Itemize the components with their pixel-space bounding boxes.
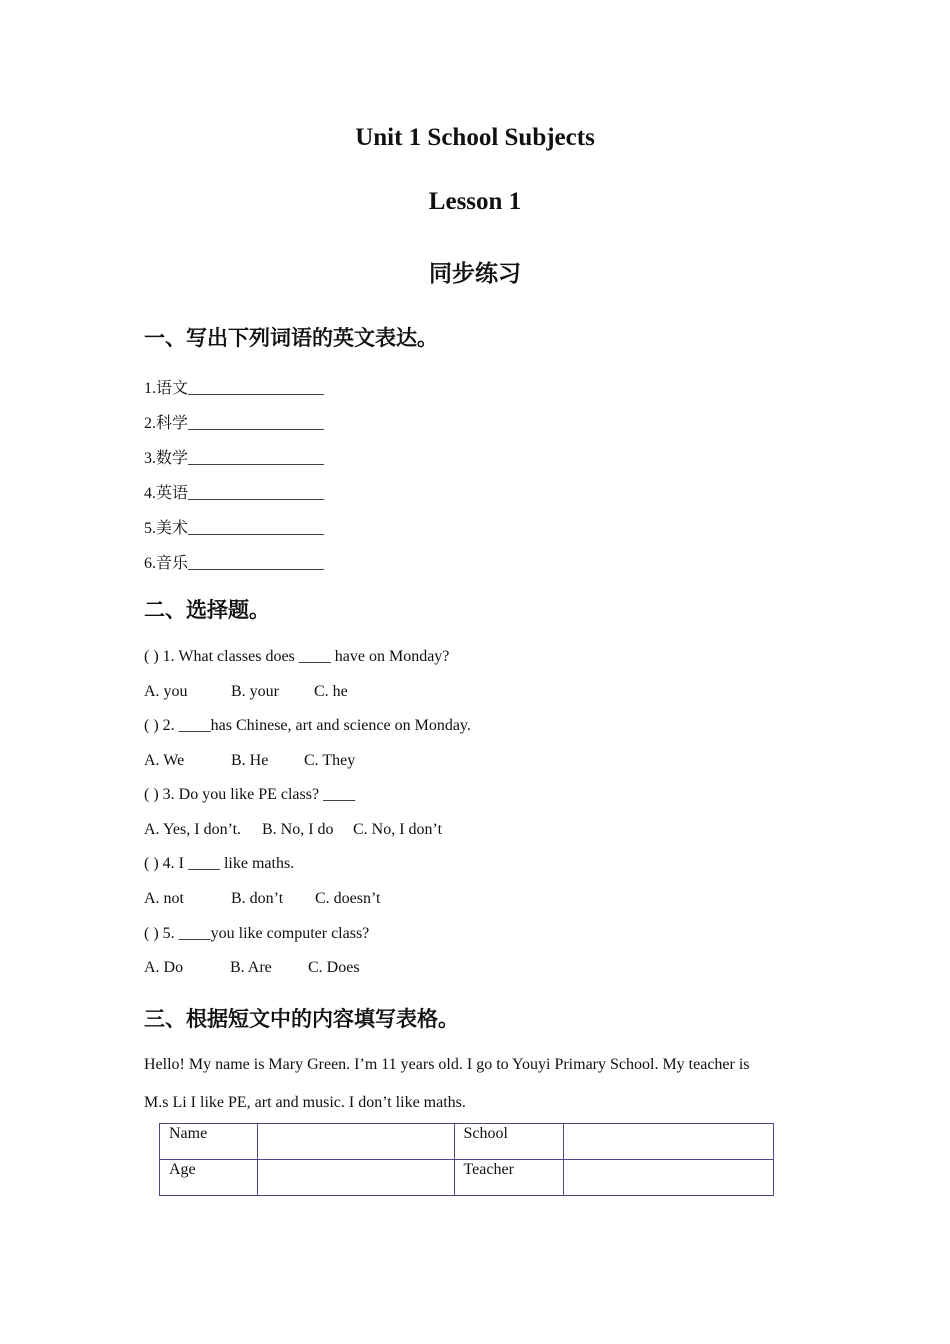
label-cell-age: Age: [160, 1160, 258, 1196]
option-a: A. We: [144, 752, 185, 769]
option-b: B. Are: [230, 959, 272, 976]
option-a: A. you: [144, 683, 188, 700]
vocab-item: 4.英语_________________: [144, 485, 325, 502]
label-cell-school: School: [454, 1124, 564, 1160]
answer-cell-age[interactable]: [257, 1160, 454, 1196]
option-b: B. He: [231, 752, 269, 769]
vocab-item: 6.音乐_________________: [144, 555, 325, 572]
option-c: C. doesn’t: [315, 890, 381, 907]
vocab-item: 2.科学_________________: [144, 415, 325, 432]
option-b: B. your: [231, 683, 279, 700]
vocab-item: 3.数学_________________: [144, 450, 325, 467]
section1-heading: 一、写出下列词语的英文表达。: [144, 326, 438, 350]
answer-cell-name[interactable]: [257, 1124, 454, 1160]
info-table: [159, 1123, 774, 1196]
option-c: C. Does: [308, 959, 360, 976]
question-1: ( ) 1. What classes does ____ have on Monday?: [144, 648, 450, 665]
label-cell-name: Name: [160, 1124, 258, 1160]
question-3: ( ) 3. Do you like PE class? ____: [144, 786, 356, 803]
table-row: [160, 1124, 774, 1160]
question-2: ( ) 2. ____has Chinese, art and science on Monday.: [144, 717, 471, 734]
label-cell-teacher: Teacher: [454, 1160, 564, 1196]
worksheet-subtitle: 同步练习: [429, 261, 521, 287]
option-a: A. Do: [144, 959, 184, 976]
option-c: C. he: [314, 683, 348, 700]
vocab-item: 5.美术_________________: [144, 520, 325, 537]
option-a: A. Yes, I don’t.: [144, 821, 242, 838]
question-5: ( ) 5. ____you like computer class?: [144, 925, 370, 942]
passage-line-2: M.s Li I like PE, art and music. I don’t like maths.: [144, 1094, 466, 1111]
option-c: C. They: [304, 752, 356, 769]
question-4: ( ) 4. I ____ like maths.: [144, 855, 295, 872]
table-row: [160, 1160, 774, 1196]
option-c: C. No, I don’t: [353, 821, 443, 838]
section3-heading: 三、根据短文中的内容填写表格。: [144, 1007, 459, 1031]
lesson-title: Lesson 1: [428, 188, 522, 215]
option-b: B. don’t: [231, 890, 284, 907]
vocab-item: 1.语文_________________: [144, 380, 325, 397]
answer-cell-teacher[interactable]: [564, 1160, 774, 1196]
option-a: A. not: [144, 890, 184, 907]
answer-cell-school[interactable]: [564, 1124, 774, 1160]
worksheet-title: Unit 1 School Subjects: [355, 124, 595, 151]
option-b: B. No, I do: [262, 821, 334, 838]
passage-line-1: Hello! My name is Mary Green. I’m 11 years old. I go to Youyi Primary School. My teacher is: [144, 1056, 750, 1073]
section2-heading: 二、选择题。: [144, 598, 270, 622]
